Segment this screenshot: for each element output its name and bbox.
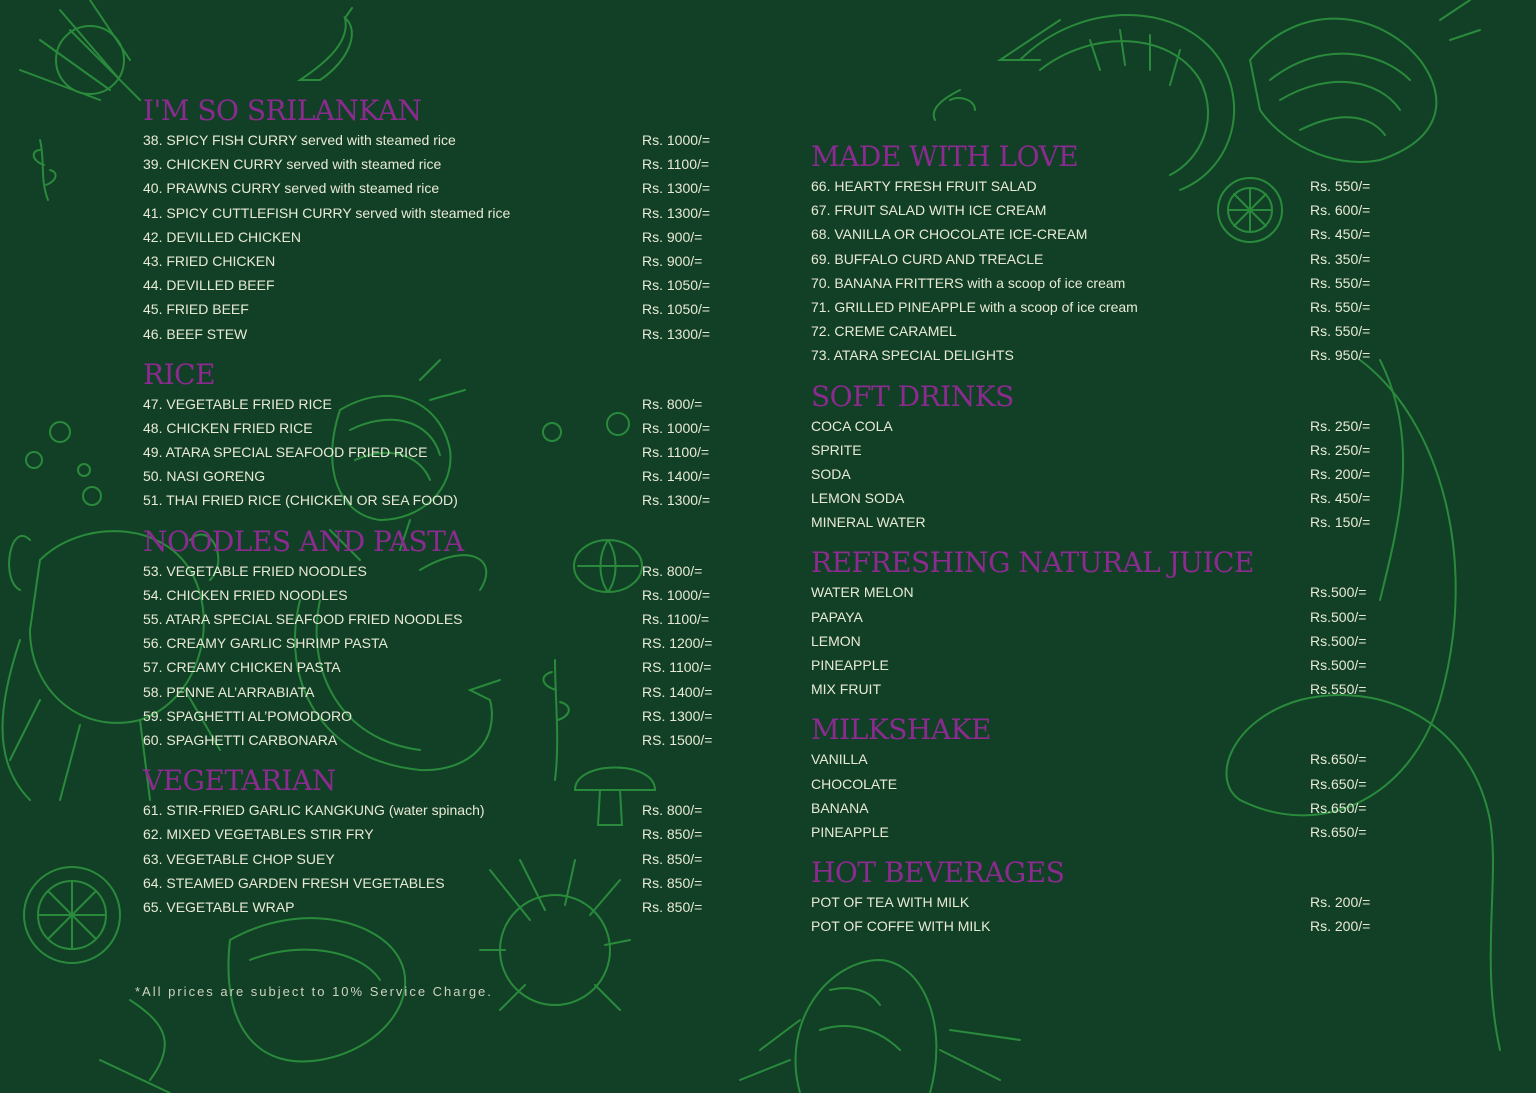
menu-item xyxy=(143,464,723,488)
section-title: HOT BEVERAGES xyxy=(811,856,1065,890)
menu-item xyxy=(811,247,1391,271)
item-name: POT OF TEA WITH MILK xyxy=(811,894,970,911)
menu-item xyxy=(143,655,723,679)
item-name: 67. FRUIT SALAD WITH ICE CREAM xyxy=(811,202,1047,219)
item-name: 59. SPAGHETTI AL’POMODORO xyxy=(143,707,353,724)
menu-item xyxy=(143,680,723,704)
item-price: Rs. 1100/= xyxy=(642,444,710,461)
item-name: MIX FRUIT xyxy=(811,681,881,698)
item-price: RS. 1200/= xyxy=(642,635,713,652)
menu-item xyxy=(811,772,1391,796)
item-price: Rs. 200/= xyxy=(1310,465,1371,482)
item-name: 49. ATARA SPECIAL SEAFOOD FRIED RICE xyxy=(143,444,428,461)
item-name: 69. BUFFALO CURD AND TREACLE xyxy=(811,250,1044,267)
menu-item xyxy=(811,438,1391,462)
item-name: 71. GRILLED PINEAPPLE with a scoop of ice cream xyxy=(811,298,1138,315)
menu-item xyxy=(143,847,723,871)
item-name: 56. CREAMY GARLIC SHRIMP PASTA xyxy=(143,635,388,652)
item-price: Rs. 1300/= xyxy=(642,492,711,509)
item-name: 57. CREAMY CHICKEN PASTA xyxy=(143,659,341,676)
item-price: Rs. 450/= xyxy=(1310,226,1371,243)
item-price: Rs. 950/= xyxy=(1310,347,1371,364)
item-name: 38. SPICY FISH CURRY served with steamed rice xyxy=(143,132,456,148)
menu-item xyxy=(811,222,1391,246)
menu-item xyxy=(811,462,1391,486)
item-name: 48. CHICKEN FRIED RICE xyxy=(143,419,313,436)
menu-item xyxy=(143,128,723,152)
menu-item xyxy=(143,201,723,225)
item-price: Rs. 1400/= xyxy=(642,468,711,485)
menu-section-noodles-pasta xyxy=(143,525,723,753)
menu-item xyxy=(143,176,723,200)
item-name: 42. DEVILLED CHICKEN xyxy=(143,228,301,245)
menu-item xyxy=(143,322,723,346)
item-name: 54. CHICKEN FRIED NOODLES xyxy=(143,586,348,603)
herb-sketch-icon xyxy=(34,140,56,200)
chili-sketch-icon xyxy=(300,8,352,80)
menu-item xyxy=(811,198,1391,222)
item-price: Rs. 1300/= xyxy=(642,325,711,342)
lemon-sketch-icon xyxy=(24,867,120,963)
item-price: Rs. 550/= xyxy=(1310,298,1371,315)
item-name: 43. FRIED CHICKEN xyxy=(143,252,276,269)
item-price: RS. 1300/= xyxy=(642,707,713,724)
section-title: SOFT DRINKS xyxy=(811,379,1014,413)
menu-item xyxy=(143,871,723,895)
menu-item xyxy=(811,343,1391,367)
menu-item xyxy=(143,488,723,512)
item-name: 45. FRIED BEEF xyxy=(143,301,249,318)
item-price: Rs. 1050/= xyxy=(642,277,711,294)
menu-item xyxy=(811,653,1391,677)
item-name: 68. VANILLA OR CHOCOLATE ICE-CREAM xyxy=(811,226,1088,243)
menu-item xyxy=(143,249,723,273)
item-price: Rs. 1100/= xyxy=(642,611,710,627)
item-price: Rs. 550/= xyxy=(1310,178,1371,194)
item-price: Rs. 550/= xyxy=(1310,274,1371,291)
menu-section-milkshake xyxy=(811,713,1391,844)
item-price: Rs. 1100/= xyxy=(642,156,710,173)
section-title: NOODLES AND PASTA xyxy=(143,524,464,558)
menu-item xyxy=(811,295,1391,319)
item-price: Rs. 850/= xyxy=(642,898,703,915)
sea-urchin-sketch-icon xyxy=(20,0,140,100)
item-price: Rs. 800/= xyxy=(642,562,703,579)
menu-item xyxy=(811,820,1391,844)
item-price: Rs. 450/= xyxy=(1310,490,1371,507)
item-price: RS. 1500/= xyxy=(642,731,713,748)
section-title: I'M SO SRILANKAN xyxy=(143,94,422,127)
item-price: Rs. 350/= xyxy=(1310,250,1371,267)
menu-item xyxy=(143,152,723,176)
menu-item xyxy=(811,914,1391,938)
item-price: Rs. 150/= xyxy=(1310,514,1371,531)
menu-item xyxy=(811,629,1391,653)
item-price: Rs. 1000/= xyxy=(642,419,711,436)
menu-column-right xyxy=(811,140,1391,939)
item-name: CHOCOLATE xyxy=(811,775,898,792)
item-name: 72. CREME CARAMEL xyxy=(811,323,957,340)
menu-item xyxy=(143,273,723,297)
shell-sketch-icon xyxy=(1250,0,1480,162)
item-name: PINEAPPLE xyxy=(811,823,889,840)
item-price: Rs. 900/= xyxy=(642,252,703,269)
item-name: VANILLA xyxy=(811,751,868,768)
item-name: LEMON SODA xyxy=(811,490,905,507)
menu-item xyxy=(143,583,723,607)
item-price: Rs. 800/= xyxy=(642,802,703,819)
item-price: Rs. 200/= xyxy=(1310,918,1371,935)
menu-item xyxy=(811,890,1391,914)
item-name: 70. BANANA FRITTERS with a scoop of ice cream xyxy=(811,274,1126,291)
menu-item xyxy=(811,747,1391,771)
menu-item xyxy=(811,174,1391,198)
item-price: Rs.500/= xyxy=(1310,632,1367,649)
section-title: MILKSHAKE xyxy=(811,713,991,747)
section-title: RICE xyxy=(143,357,216,391)
item-price: Rs. 1300/= xyxy=(642,204,711,221)
item-name: 73. ATARA SPECIAL DELIGHTS xyxy=(811,347,1014,364)
menu-item xyxy=(143,440,723,464)
menu-item xyxy=(143,416,723,440)
section-title: VEGETARIAN xyxy=(143,764,336,798)
item-price: Rs.500/= xyxy=(1310,657,1367,673)
menu-item xyxy=(143,392,723,416)
item-price: Rs.650/= xyxy=(1310,775,1367,792)
section-title: REFRESHING NATURAL JUICE xyxy=(811,546,1254,580)
item-name: LEMON xyxy=(811,632,861,649)
item-name: 60. SPAGHETTI CARBONARA xyxy=(143,731,338,748)
menu-section-hot-beverages xyxy=(811,856,1391,938)
item-name: COCA COLA xyxy=(811,417,893,434)
item-price: Rs. 1050/= xyxy=(642,301,711,318)
menu-item xyxy=(811,796,1391,820)
item-name: 46. BEEF STEW xyxy=(143,325,248,342)
item-name: 63. VEGETABLE CHOP SUEY xyxy=(143,850,335,867)
item-price: Rs. 250/= xyxy=(1310,441,1371,458)
item-price: Rs. 600/= xyxy=(1310,202,1371,219)
item-name: SPRITE xyxy=(811,441,862,458)
section-title: MADE WITH LOVE xyxy=(811,140,1079,173)
item-name: 40. PRAWNS CURRY served with steamed rice xyxy=(143,180,440,197)
item-name: 39. CHICKEN CURRY served with steamed rice xyxy=(143,156,442,173)
menu-item xyxy=(143,822,723,846)
item-name: BANANA xyxy=(811,799,869,816)
item-price: Rs. 250/= xyxy=(1310,417,1371,434)
menu-item xyxy=(143,559,723,583)
item-price: Rs.650/= xyxy=(1310,823,1367,840)
item-price: Rs. 550/= xyxy=(1310,323,1371,340)
item-name: 47. VEGETABLE FRIED RICE xyxy=(143,395,332,412)
menu-item xyxy=(143,631,723,655)
menu-item xyxy=(143,798,723,822)
menu-column-left xyxy=(143,94,723,919)
item-name: MINERAL WATER xyxy=(811,514,926,531)
menu-item xyxy=(143,895,723,919)
item-price: RS. 1400/= xyxy=(642,683,713,700)
menu-item xyxy=(811,319,1391,343)
fish-sketch-icon xyxy=(100,918,405,1093)
menu-section-natural-juice xyxy=(811,546,1391,701)
menu-section-srilankan xyxy=(143,94,723,346)
item-price: RS. 1100/= xyxy=(642,659,712,676)
menu-item xyxy=(811,271,1391,295)
menu-item xyxy=(143,704,723,728)
item-name: 53. VEGETABLE FRIED NOODLES xyxy=(143,562,367,579)
item-name: 50. NASI GORENG xyxy=(143,468,266,485)
item-price: Rs. 1300/= xyxy=(642,180,711,197)
item-price: Rs.500/= xyxy=(1310,584,1367,601)
item-price: Rs. 1000/= xyxy=(642,132,711,148)
service-charge-note: *All prices are subject to 10% Service Charge. xyxy=(135,984,493,999)
item-name: PINEAPPLE xyxy=(811,657,889,673)
menu-item xyxy=(811,510,1391,534)
menu-item xyxy=(811,580,1391,604)
menu-item xyxy=(811,677,1391,701)
menu-section-rice xyxy=(143,358,723,513)
item-name: 65. VEGETABLE WRAP xyxy=(143,898,295,915)
item-name: 51. THAI FRIED RICE (CHICKEN OR SEA FOOD) xyxy=(143,492,458,509)
item-name: 55. ATARA SPECIAL SEAFOOD FRIED NOODLES xyxy=(143,611,463,627)
menu-item xyxy=(811,605,1391,629)
item-price: Rs. 200/= xyxy=(1310,894,1371,911)
menu-section-made-with-love xyxy=(811,140,1391,368)
item-name: 66. HEARTY FRESH FRUIT SALAD xyxy=(811,178,1037,194)
item-price: Rs. 850/= xyxy=(642,826,703,843)
item-name: 58. PENNE AL’ARRABIATA xyxy=(143,683,315,700)
item-price: Rs. 850/= xyxy=(642,850,703,867)
item-price: Rs.500/= xyxy=(1310,608,1367,625)
item-name: 44. DEVILLED BEEF xyxy=(143,277,275,294)
menu-item xyxy=(811,414,1391,438)
item-name: 41. SPICY CUTTLEFISH CURRY served with steamed rice xyxy=(143,204,511,221)
item-price: Rs. 1000/= xyxy=(642,586,711,603)
item-name: 62. MIXED VEGETABLES STIR FRY xyxy=(143,826,374,843)
item-price: Rs. 800/= xyxy=(642,395,703,412)
item-price: Rs. 850/= xyxy=(642,874,703,891)
item-price: Rs.650/= xyxy=(1310,799,1367,816)
fish-sketch-icon xyxy=(740,960,1020,1093)
menu-item xyxy=(143,297,723,321)
menu-item xyxy=(143,607,723,631)
item-name: POT OF COFFE WITH MILK xyxy=(811,918,991,935)
item-name: 64. STEAMED GARDEN FRESH VEGETABLES xyxy=(143,874,445,891)
menu-item xyxy=(143,225,723,249)
menu-section-soft-drinks xyxy=(811,380,1391,535)
item-name: 61. STIR-FRIED GARLIC KANGKUNG (water spinach) xyxy=(143,802,485,819)
menu-section-vegetarian xyxy=(143,764,723,919)
item-price: Rs.650/= xyxy=(1310,751,1367,768)
item-price: Rs.550/= xyxy=(1310,681,1367,698)
menu-item xyxy=(811,486,1391,510)
menu-item xyxy=(143,728,723,752)
item-name: PAPAYA xyxy=(811,608,863,625)
item-name: WATER MELON xyxy=(811,584,914,601)
item-price: Rs. 900/= xyxy=(642,228,703,245)
item-name: SODA xyxy=(811,465,851,482)
